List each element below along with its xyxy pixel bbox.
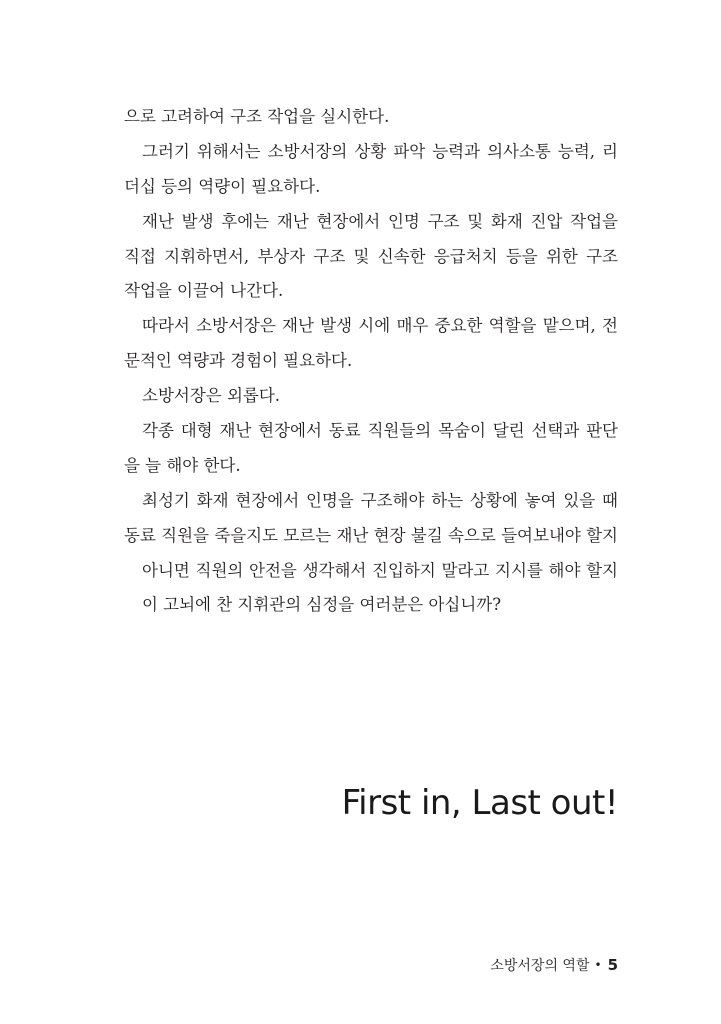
paragraph-line: 따라서 소방서장은 재난 발생 시에 매우 중요한 역할을 맡으며, 전 xyxy=(142,316,618,336)
paragraph-line: 각종 대형 재난 현장에서 동료 직원들의 목숨이 달린 선택과 판단 xyxy=(142,421,618,441)
paragraph-line: 더십 등의 역량이 필요하다. xyxy=(124,176,321,196)
paragraph-line: 작업을 이끌어 나간다. xyxy=(124,281,284,301)
body-text xyxy=(124,100,618,623)
paragraph-line: 문적인 역량과 경험이 필요하다. xyxy=(124,351,353,371)
page-footer xyxy=(490,955,618,975)
paragraph-line: 소방서장은 외롭다. xyxy=(142,386,281,406)
paragraph-line: 아니면 직원의 안전을 생각해서 진입하지 말라고 지시를 해야 할지 xyxy=(142,560,618,580)
paragraph-line: 이 고뇌에 찬 지휘관의 심정을 여러분은 아십니까? xyxy=(142,595,502,615)
paragraph-line: 최성기 화재 현장에서 인명을 구조해야 하는 상황에 놓여 있을 때 xyxy=(142,490,618,510)
footer-separator: • xyxy=(594,958,602,972)
paragraph-line: 재난 발생 후에는 재난 현장에서 인명 구조 및 화재 진압 작업을 xyxy=(142,211,618,231)
page-number: 5 xyxy=(607,956,618,974)
paragraph-line: 그러기 위해서는 소방서장의 상황 파악 능력과 의사소통 능력, 리 xyxy=(142,141,618,161)
paragraph-line: 동료 직원을 죽을지도 모르는 재난 현장 불길 속으로 들여보내야 할지 xyxy=(124,525,618,545)
paragraph-line: 을 늘 해야 한다. xyxy=(124,455,241,475)
motto-heading: First in, Last out! xyxy=(341,783,618,823)
paragraph-line: 직접 지휘하면서, 부상자 구조 및 신속한 응급처치 등을 위한 구조 xyxy=(124,246,618,266)
paragraph-line: 으로 고려하여 구조 작업을 실시한다. xyxy=(124,107,390,126)
running-title: 소방서장의 역할 xyxy=(490,958,590,974)
